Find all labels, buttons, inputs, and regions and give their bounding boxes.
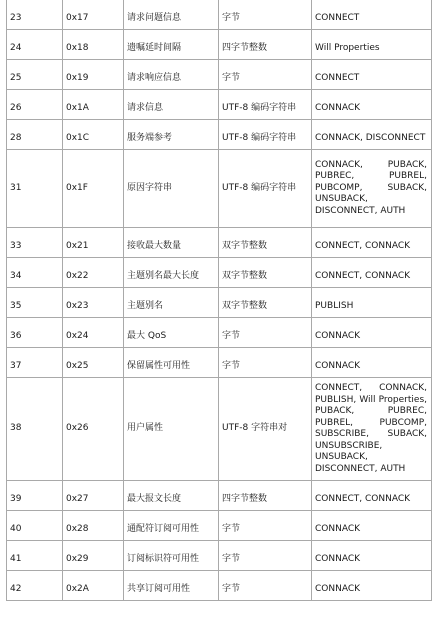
property-packets: CONNECT [312, 60, 432, 90]
property-hex: 0x1F [63, 150, 124, 228]
property-name: 请求信息 [124, 90, 219, 120]
property-name: 请求问题信息 [124, 0, 219, 30]
property-type: 字节 [219, 348, 312, 378]
property-packets: CONNACK [312, 511, 432, 541]
property-hex: 0x22 [63, 258, 124, 288]
property-name: 保留属性可用性 [124, 348, 219, 378]
property-id: 33 [7, 228, 63, 258]
table-row [7, 150, 432, 228]
table-row [7, 541, 432, 571]
property-hex: 0x27 [63, 481, 124, 511]
property-type: 双字节整数 [219, 258, 312, 288]
property-hex: 0x21 [63, 228, 124, 258]
table-row [7, 30, 432, 60]
property-type: UTF-8 编码字符串 [219, 120, 312, 150]
property-hex: 0x26 [63, 378, 124, 481]
table-row [7, 481, 432, 511]
property-id: 37 [7, 348, 63, 378]
table-row [7, 318, 432, 348]
property-hex: 0x1C [63, 120, 124, 150]
property-id: 36 [7, 318, 63, 348]
property-name: 遗嘱延时间隔 [124, 30, 219, 60]
property-packets: CONNACK [312, 90, 432, 120]
property-hex: 0x25 [63, 348, 124, 378]
table-row [7, 90, 432, 120]
property-type: 字节 [219, 571, 312, 601]
property-packets: CONNECT, CONNACK [312, 258, 432, 288]
property-name: 用户属性 [124, 378, 219, 481]
property-packets: CONNACK, DISCONNECT [312, 120, 432, 150]
property-name: 接收最大数量 [124, 228, 219, 258]
property-id: 34 [7, 258, 63, 288]
table-row [7, 258, 432, 288]
property-packets: PUBLISH [312, 288, 432, 318]
property-packets: Will Properties [312, 30, 432, 60]
property-id: 31 [7, 150, 63, 228]
property-hex: 0x2A [63, 571, 124, 601]
property-type: 字节 [219, 60, 312, 90]
property-hex: 0x17 [63, 0, 124, 30]
property-name: 主题别名 [124, 288, 219, 318]
property-hex: 0x23 [63, 288, 124, 318]
property-id: 35 [7, 288, 63, 318]
mqtt-property-table [6, 0, 432, 601]
table-row [7, 120, 432, 150]
property-type: 字节 [219, 541, 312, 571]
property-id: 41 [7, 541, 63, 571]
property-packets: CONNECT, CONNACK [312, 228, 432, 258]
table-row [7, 378, 432, 481]
property-id: 24 [7, 30, 63, 60]
property-type: 双字节整数 [219, 288, 312, 318]
table-row [7, 228, 432, 258]
property-name: 服务端参考 [124, 120, 219, 150]
property-hex: 0x28 [63, 511, 124, 541]
property-id: 38 [7, 378, 63, 481]
table-row [7, 348, 432, 378]
property-packets: CONNECT, CONNACK, PUBLISH, Will Properties, PUBACK, PUBREC, PUBREL, PUBCOMP, SUBSCRIBE, SUBACK, UNSUBSCRIBE, UNSUBACK, DISCONNECT, AUTH [312, 378, 432, 481]
property-type: UTF-8 字符串对 [219, 378, 312, 481]
property-type: UTF-8 编码字符串 [219, 90, 312, 120]
property-id: 42 [7, 571, 63, 601]
property-packets: CONNACK [312, 348, 432, 378]
table-row [7, 0, 432, 30]
property-id: 26 [7, 90, 63, 120]
property-name: 原因字符串 [124, 150, 219, 228]
property-id: 40 [7, 511, 63, 541]
property-hex: 0x1A [63, 90, 124, 120]
property-id: 25 [7, 60, 63, 90]
property-name: 最大报文长度 [124, 481, 219, 511]
property-type: 双字节整数 [219, 228, 312, 258]
table-row [7, 511, 432, 541]
property-name: 订阅标识符可用性 [124, 541, 219, 571]
property-name: 通配符订阅可用性 [124, 511, 219, 541]
property-packets: CONNECT, CONNACK [312, 481, 432, 511]
property-type: 字节 [219, 318, 312, 348]
property-packets: CONNACK, PUBACK, PUBREC, PUBREL, PUBCOMP, SUBACK, UNSUBACK, DISCONNECT, AUTH [312, 150, 432, 228]
property-packets: CONNACK [312, 541, 432, 571]
property-packets: CONNACK [312, 318, 432, 348]
property-type: 字节 [219, 0, 312, 30]
property-type: UTF-8 编码字符串 [219, 150, 312, 228]
table-row [7, 60, 432, 90]
property-hex: 0x24 [63, 318, 124, 348]
property-name: 共享订阅可用性 [124, 571, 219, 601]
property-packets: CONNACK [312, 571, 432, 601]
property-hex: 0x29 [63, 541, 124, 571]
table-row [7, 288, 432, 318]
property-type: 四字节整数 [219, 30, 312, 60]
property-name: 请求响应信息 [124, 60, 219, 90]
property-id: 28 [7, 120, 63, 150]
property-type: 字节 [219, 511, 312, 541]
property-id: 39 [7, 481, 63, 511]
property-hex: 0x18 [63, 30, 124, 60]
property-packets: CONNECT [312, 0, 432, 30]
property-hex: 0x19 [63, 60, 124, 90]
property-name: 最大 QoS [124, 318, 219, 348]
property-id: 23 [7, 0, 63, 30]
table-row [7, 571, 432, 601]
property-type: 四字节整数 [219, 481, 312, 511]
property-name: 主题别名最大长度 [124, 258, 219, 288]
